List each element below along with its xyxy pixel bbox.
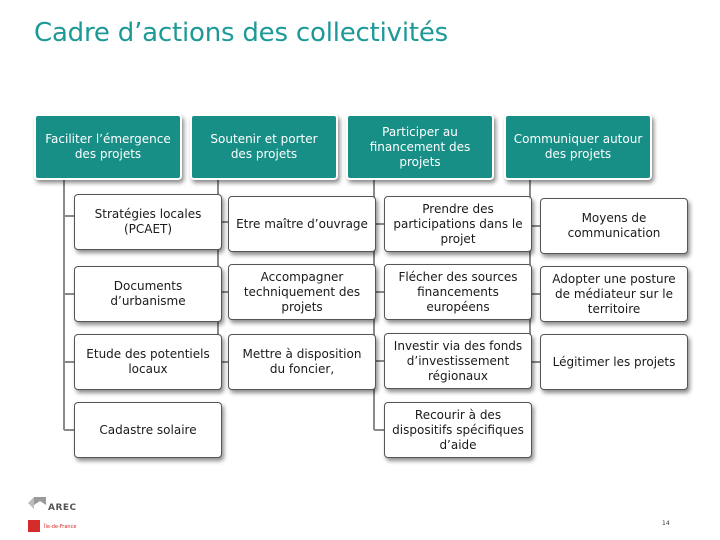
item-dispositifs-aide: Recourir à des dispositifs spécifiques d’aide (384, 402, 532, 458)
item-sources-europeennes: Flécher des sources financements européens (384, 264, 532, 320)
logo-text: AREC (48, 503, 77, 513)
item-fonds-regionaux: Investir via des fonds d’investissement régionaux (384, 333, 532, 389)
item-accompagner: Accompagner techniquement des projets (228, 264, 376, 320)
column-header-soutenir: Soutenir et porter des projets (190, 114, 338, 180)
column-header-financement: Participer au financement des projets (346, 114, 494, 180)
column-header-communiquer: Communiquer autour des projets (504, 114, 652, 180)
connector-col-1 (64, 166, 74, 430)
region-logo-icon (28, 520, 40, 532)
page-number: 14 (662, 520, 670, 527)
item-moyens-communication: Moyens de communication (540, 198, 688, 254)
column-header-faciliter: Faciliter l’émergence des projets (34, 114, 182, 180)
item-posture-mediateur: Adopter une posture de médiateur sur le territoire (540, 266, 688, 322)
item-participations: Prendre des participations dans le projet (384, 196, 532, 252)
item-documents-urbanisme: Documents d’urbanisme (74, 266, 222, 322)
item-legitimer: Légitimer les projets (540, 334, 688, 390)
page-title: Cadre d’actions des collectivités (34, 18, 448, 48)
item-cadastre-solaire: Cadastre solaire (74, 402, 222, 458)
logo-subtitle: Île-de-France (44, 524, 77, 530)
item-foncier: Mettre à disposition du foncier, (228, 334, 376, 390)
item-maitre-ouvrage: Etre maître d’ouvrage (228, 196, 376, 252)
item-strategies-locales: Stratégies locales (PCAET) (74, 194, 222, 250)
item-etude-potentiels: Etude des potentiels locaux (74, 334, 222, 390)
